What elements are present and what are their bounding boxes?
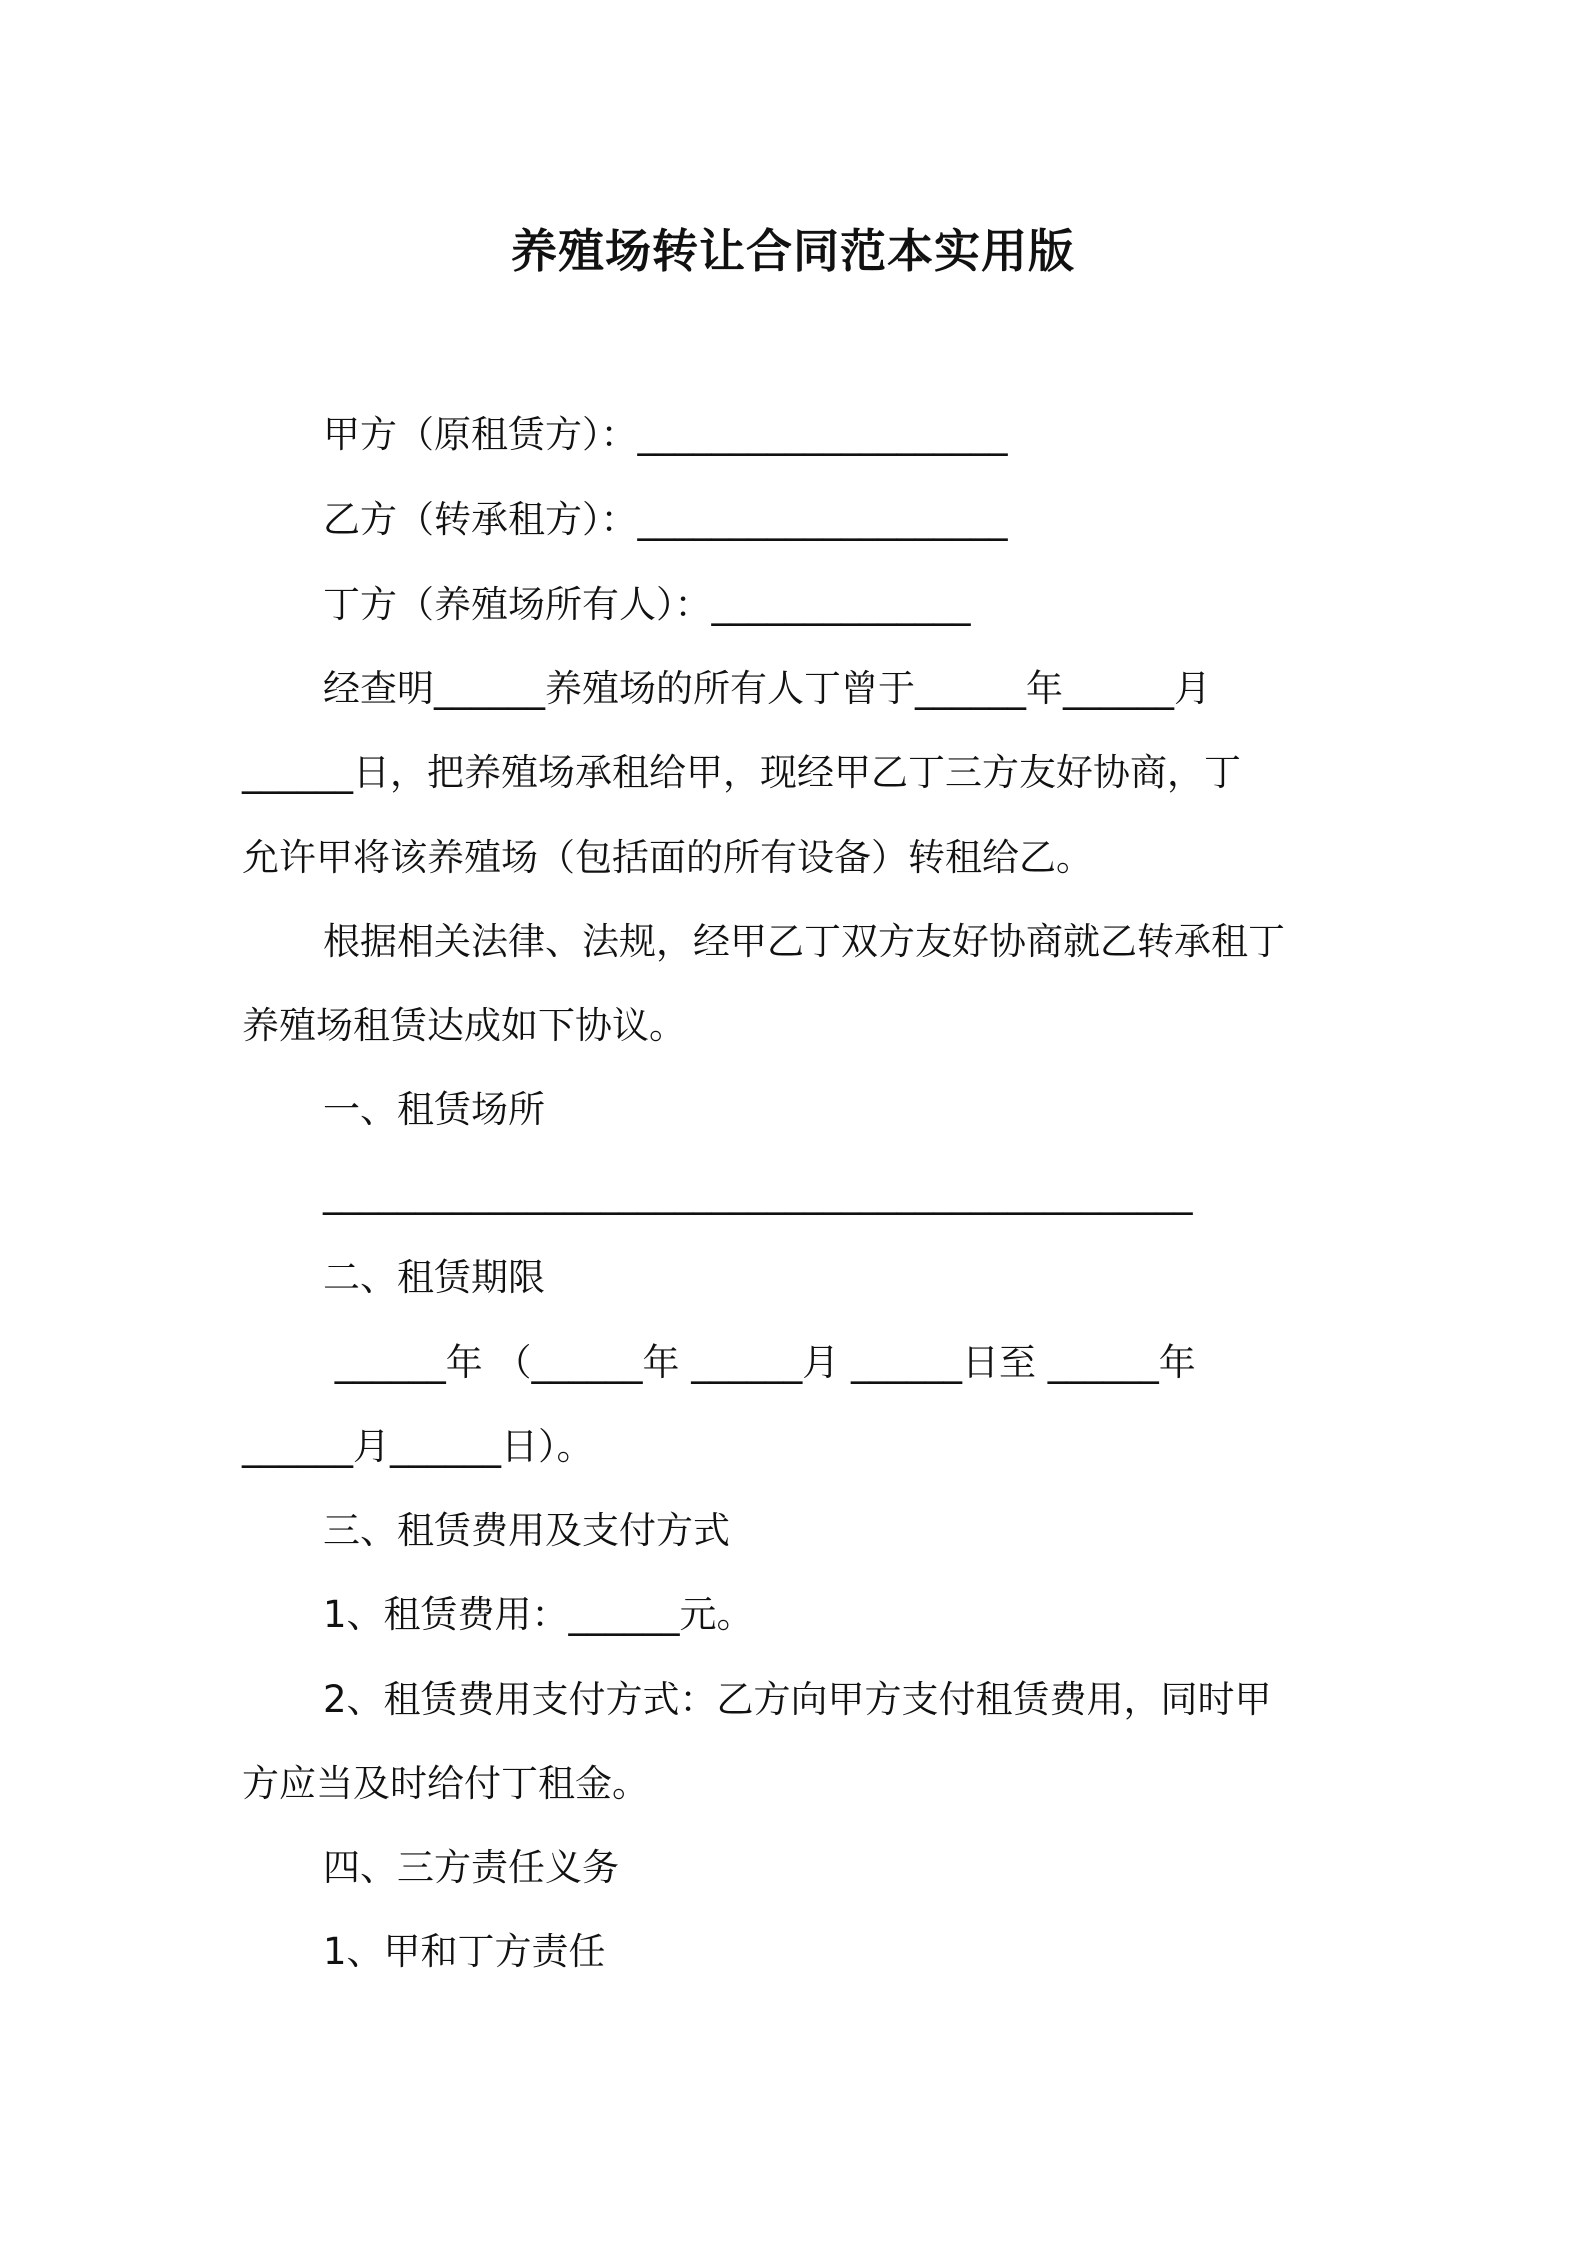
blank-fill-line: _______________________________________________ [323,1172,1193,1215]
paragraph-line: 养殖场租赁达成如下协议。 [242,1004,686,1047]
section-heading: 二、租赁期限 [323,1256,545,1299]
paragraph-line: 根据相关法律、法规，经甲乙丁双方友好协商就乙转承租丁 [323,920,1285,963]
paragraph-line: 方应当及时给付丁租金。 [242,1762,649,1805]
party-b-line: 乙方（转承租方）：____________________ [323,498,1008,541]
paragraph-line: 允许甲将该养殖场（包括面的所有设备）转租给乙。 [242,836,1093,879]
clause-line: 2、租赁费用支付方式：乙方向甲方支付租赁费用，同时甲 [323,1678,1272,1721]
paragraph-line: ______月______日）。 [242,1425,594,1468]
clause-line: 1、租赁费用：______元。 [323,1593,754,1636]
section-heading: 三、租赁费用及支付方式 [323,1509,730,1552]
paragraph-line: 经查明______养殖场的所有人丁曾于______年______月 [323,667,1211,710]
clause-line: 1、甲和丁方责任 [323,1930,606,1973]
document-title: 养殖场转让合同范本实用版 [511,224,1075,278]
paragraph-line: ______日，把养殖场承租给甲，现经甲乙丁三方友好协商，丁 [242,751,1241,794]
party-d-line: 丁方（养殖场所有人）：______________ [323,583,971,626]
paragraph-line: ______年 （______年 ______月 ______日至 ______年 [323,1341,1196,1384]
section-heading: 四、三方责任义务 [323,1846,619,1889]
party-a-line: 甲方（原租赁方）：____________________ [323,413,1008,456]
section-heading: 一、租赁场所 [323,1088,545,1131]
